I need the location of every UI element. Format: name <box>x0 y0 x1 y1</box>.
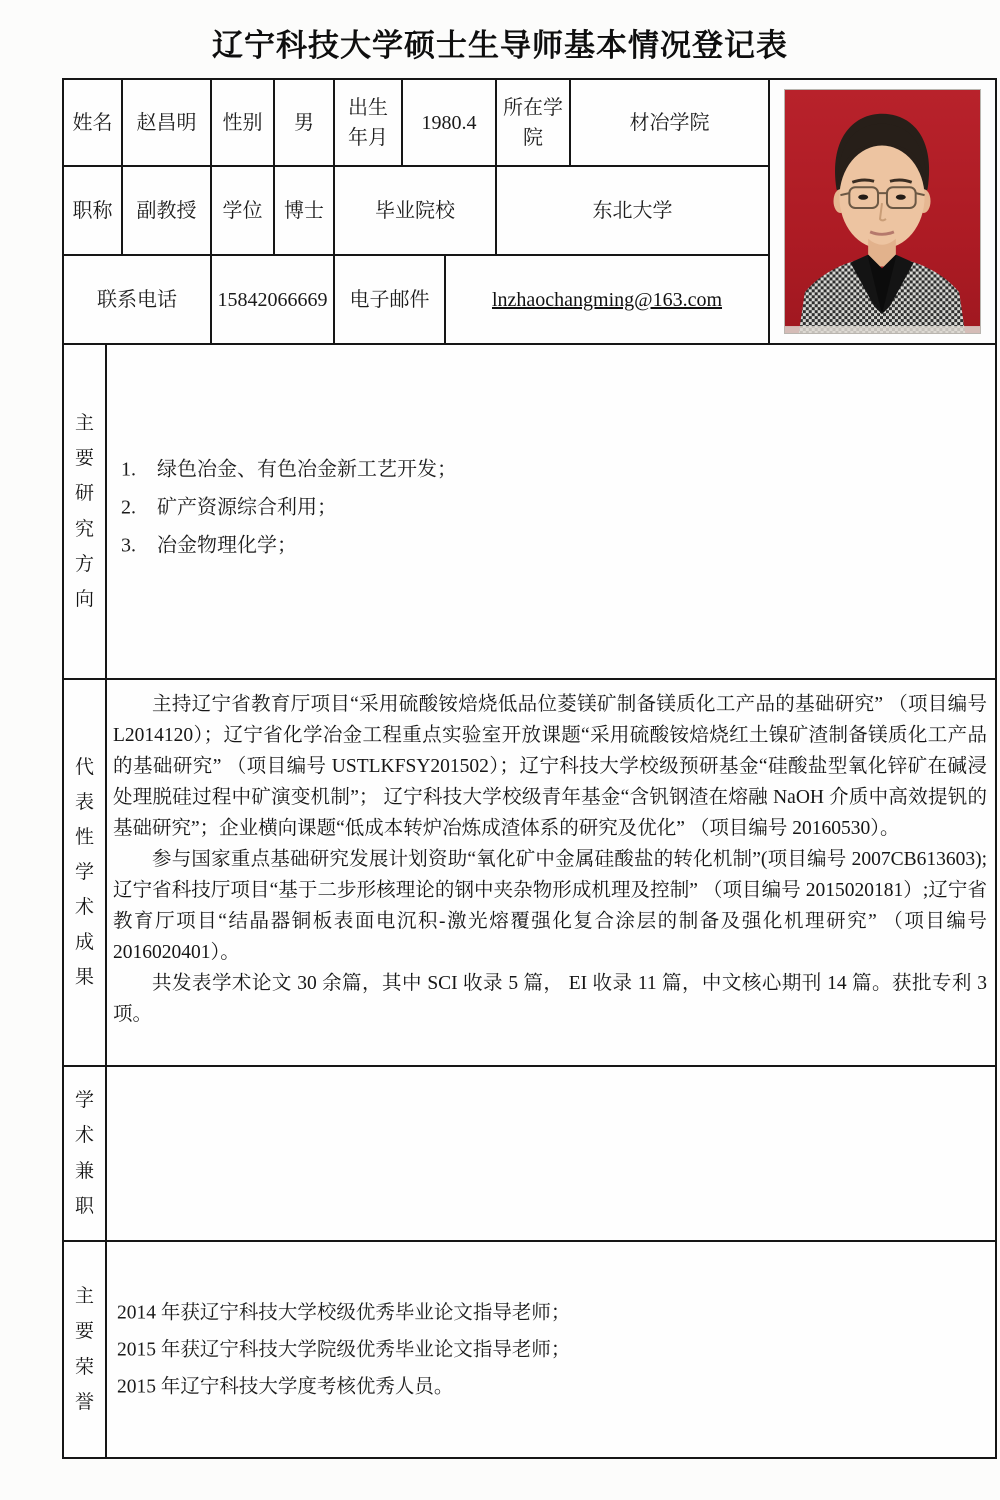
honors-label: 主要荣誉 <box>74 1286 94 1413</box>
list-item: 2015 年辽宁科技大学度考核优秀人员。 <box>117 1376 454 1397</box>
item-number: 3. <box>121 533 136 556</box>
gender-label: 性别 <box>212 80 275 165</box>
research-label: 主要研究方向 <box>74 413 94 610</box>
email-cell <box>446 256 768 343</box>
positions-label-col <box>64 1067 107 1240</box>
honors-label-col <box>64 1242 107 1457</box>
table-row-identity-1 <box>64 80 768 167</box>
section-positions <box>64 1065 995 1240</box>
list-item: 2014 年获辽宁科技大学校级优秀毕业论文指导老师； <box>117 1302 571 1323</box>
achievements-label: 代表性学术成果 <box>74 756 94 989</box>
research-content <box>107 345 995 678</box>
honors-content <box>107 1242 995 1457</box>
item-text: 矿产资源综合利用； <box>157 495 337 518</box>
research-list <box>107 450 995 564</box>
list-item: 2015 年获辽宁科技大学院级优秀毕业论文指导老师； <box>117 1339 571 1360</box>
item-number: 2. <box>121 495 136 518</box>
item-text: 绿色冶金、有色冶金新工艺开发； <box>157 457 457 480</box>
section-achievements <box>64 678 995 1065</box>
page-title: 辽宁科技大学硕士生导师基本情况登记表 <box>212 28 788 63</box>
section-honors <box>64 1240 995 1457</box>
achievements-label-col <box>64 680 107 1065</box>
identity-block <box>64 80 995 343</box>
item-text: 冶金物理化学； <box>157 533 297 556</box>
identity-grid <box>64 80 768 343</box>
honors-list <box>107 1294 995 1405</box>
registration-form-table <box>62 78 997 1459</box>
title-label: 职称 <box>64 167 123 254</box>
college-label: 所在学院 <box>497 80 571 165</box>
name-value: 赵昌明 <box>123 80 212 165</box>
photo-cell <box>768 80 995 343</box>
section-research <box>64 343 995 678</box>
email-link[interactable]: lnzhaochangming@163.com <box>491 288 723 311</box>
phone-label: 联系电话 <box>64 256 212 343</box>
list-item <box>119 488 995 526</box>
paragraph: 参与国家重点基础研究发展计划资助“氧化矿中金属硅酸盐的转化机制”(项目编号 2007CB613603); 辽宁省科技厅项目“基于二步形核理论的钢中夹杂物形成机理及控制” （项目编号 2015020181）;辽宁省教育厅项目“结晶器铜板表面电沉积-激光熔覆强化复合涂层的制备及强化机理研究” （项目编号 2016020401）。 <box>113 849 987 963</box>
table-row-identity-3 <box>64 256 768 343</box>
phone-value: 15842066669 <box>212 256 335 343</box>
birth-label: 出生年月 <box>335 80 403 165</box>
gender-value: 男 <box>275 80 335 165</box>
college-value: 材冶学院 <box>629 111 710 134</box>
paragraph: 主持辽宁省教育厅项目“采用硫酸铵焙烧低品位菱镁矿制备镁质化工产品的基础研究” （项目编号 L2014120）；辽宁省化学冶金工程重点实验室开放课题“采用硫酸铵焙烧红土镍矿渣制备镁质化工产品的基础研究” （项目编号 USTLKFSY201502）；辽宁科技大学校级预研基金“硅酸盐型氧化锌矿在碱浸处理脱硅过程中矿演变机制”； 辽宁科技大学校级青年基金“含钒钢渣在熔融 NaOH 介质中高效提钒的基础研究”；企业横向课题“低成本转炉冶炼成渣体系的研究及优化” （项目编号 20160530）。 <box>113 694 987 839</box>
list-item <box>119 450 995 488</box>
paragraph: 共发表学术论文 30 余篇，其中 SCI 收录 5 篇， EI 收录 11 篇，中文核心期刊 14 篇。获批专利 3 项。 <box>113 973 987 1025</box>
degree-label: 学位 <box>212 167 275 254</box>
school-value: 东北大学 <box>592 199 673 222</box>
title-value: 副教授 <box>123 167 212 254</box>
research-label-col <box>64 345 107 678</box>
list-item <box>119 526 995 564</box>
item-number: 1. <box>121 457 136 480</box>
degree-value: 博士 <box>275 167 335 254</box>
name-label: 姓名 <box>64 80 123 165</box>
id-photo <box>784 89 981 334</box>
achievements-paragraphs <box>107 680 995 1030</box>
email-label: 电子邮件 <box>335 256 446 343</box>
table-row-identity-2 <box>64 167 768 256</box>
achievements-content <box>107 680 995 1065</box>
birth-value: 1980.4 <box>403 80 497 165</box>
school-label: 毕业院校 <box>335 167 497 254</box>
positions-label: 学术兼职 <box>74 1090 94 1217</box>
positions-content <box>107 1067 995 1240</box>
